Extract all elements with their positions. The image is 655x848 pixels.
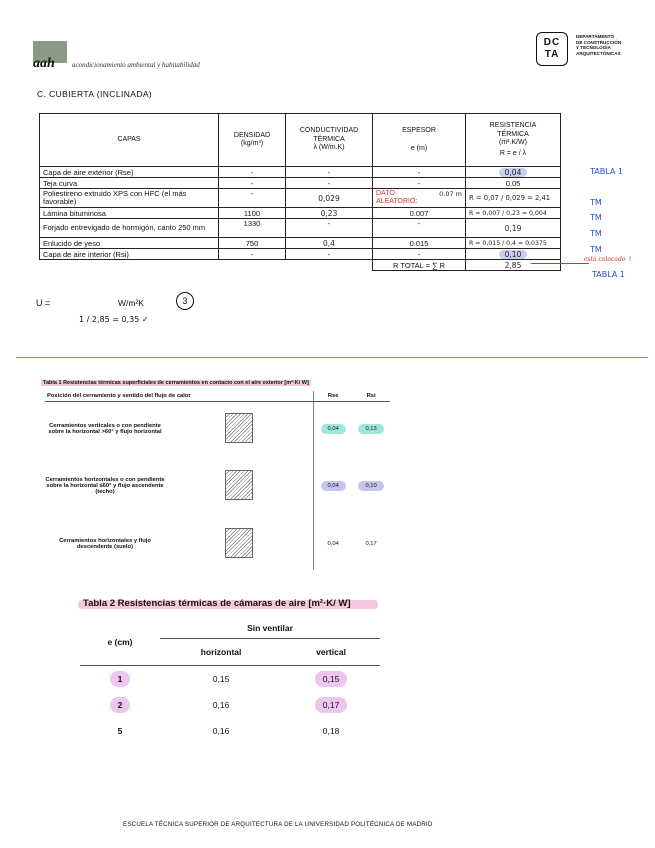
vertical-cell — [282, 692, 380, 718]
wall-horizontal-down-icon — [225, 528, 253, 558]
table-row — [80, 718, 380, 744]
resistencia-value: 0,04 — [499, 168, 528, 177]
empty-cell — [286, 260, 373, 271]
rse-cell — [314, 455, 353, 517]
note-colocado: está colocado ↑ — [584, 256, 633, 263]
densidad-cell: 1100 — [219, 208, 286, 219]
resistencia-formula: R = e / λ — [499, 149, 527, 157]
capa-name: Poliestireno extruido XPS con HFC (el más favorable) — [40, 189, 219, 208]
densidad-cell: 1330 — [219, 219, 286, 238]
e-cell: 5 — [117, 726, 123, 736]
densidad-cell: 750 — [219, 238, 286, 249]
rsi-cell — [352, 402, 390, 456]
rse-cell: 0,04 — [314, 517, 353, 570]
note-tm: TM — [590, 213, 602, 222]
dept-line: Y TECNOLOGÍA — [576, 45, 611, 51]
conductividad-label2: TÉRMICA — [313, 135, 345, 143]
row-label: Cerramientos verticales o con pendiente sobre la horizontal >60° y flujo horizontal — [48, 422, 162, 435]
table-row — [40, 167, 561, 178]
total-row — [40, 260, 561, 271]
densidad-unit: (kg/m³) — [240, 140, 264, 147]
u-unit: W/m²K — [118, 298, 144, 308]
red-arrow-line — [531, 263, 589, 264]
horizontal-cell: 0,16 — [212, 700, 230, 710]
empty-cell — [40, 260, 219, 271]
table-row — [40, 219, 561, 238]
vertical-value: 0,17 — [315, 697, 348, 713]
empty-cell — [219, 260, 286, 271]
conductividad-label: CONDUCTIVIDAD — [299, 127, 359, 135]
diagram-cell — [165, 402, 314, 456]
densidad-label: DENSIDAD — [233, 131, 271, 139]
note-tm: TM — [590, 229, 602, 238]
tabla2-header — [80, 618, 380, 639]
resistencia-cell: R = 0,07 / 0,029 = 2,41 — [466, 189, 561, 208]
e-cell — [80, 666, 160, 693]
table-row — [80, 692, 380, 718]
e-cell — [80, 692, 160, 718]
rsi-cell — [352, 455, 390, 517]
col-resistencia — [466, 114, 561, 167]
u-fraction: 1 / 2,85 = 0,35 ✓ — [79, 315, 149, 324]
rse-value: 0,04 — [321, 481, 346, 491]
capa-name: Lámina bituminosa — [40, 208, 219, 219]
col-e: e (cm) — [80, 618, 160, 666]
dcta-line2: TA — [544, 49, 560, 60]
col-densidad — [219, 114, 286, 167]
col-horizontal: horizontal — [160, 639, 282, 666]
conductividad-cell: 0,029 — [286, 189, 373, 208]
rse-value: 0,04 — [321, 424, 346, 434]
dept-line: DEPARTAMENTO — [576, 34, 615, 39]
densidad-cell: - — [219, 249, 286, 260]
col-espesor — [373, 114, 466, 167]
conductividad-cell: - — [286, 219, 373, 238]
capa-name: Capa de aire interior (Rsi) — [40, 249, 219, 260]
espesor-cell: - — [373, 219, 466, 238]
espesor-cell: - — [373, 178, 466, 189]
note-tm: TM — [590, 198, 602, 207]
tabla1-title: Tabla 1 Resistencias térmicas superficiales de cerramientos en contacto con el aire exterior [m²·K/ W] — [43, 380, 309, 386]
espesor-unit: e (m) — [410, 145, 428, 152]
espesor-handwritten: 0.07 m — [439, 190, 462, 198]
row-label: Cerramientos horizontales o con pendiente sobre la horizontal ≤60° y flujo ascendente (techo) — [45, 477, 165, 495]
resistencia-value: 0,10 — [499, 250, 528, 259]
horizontal-cell: 0,16 — [212, 726, 230, 736]
col-rse: Rse — [314, 391, 353, 402]
resistencia-cell: 0,19 — [466, 219, 561, 238]
table-row — [45, 517, 390, 570]
table-row — [80, 666, 380, 693]
horizontal-cell: 0,15 — [212, 674, 230, 684]
espesor-cell: - — [373, 249, 466, 260]
vertical-value: 0,15 — [315, 671, 348, 687]
header-row — [40, 114, 561, 167]
conductividad-cell: 0,23 — [286, 208, 373, 219]
layers-table — [39, 113, 561, 271]
table-row — [45, 402, 390, 456]
department-name — [576, 34, 636, 56]
espesor-label: ESPESOR — [402, 126, 436, 134]
capa-name: Enlucido de yeso — [40, 238, 219, 249]
table-row — [45, 455, 390, 517]
table-row — [40, 189, 561, 208]
table-row — [40, 208, 561, 219]
tabla1 — [45, 391, 390, 570]
section-title: C. CUBIERTA (INCLINADA) — [37, 89, 153, 99]
col-vertical: vertical — [282, 639, 380, 666]
separator-line — [16, 357, 648, 358]
note-tabla1: TABLA 1 — [590, 167, 623, 176]
rsi-value: 0,13 — [358, 424, 383, 434]
conductividad-cell: - — [286, 249, 373, 260]
tabla1-header — [45, 391, 390, 402]
rsi-cell: 0,17 — [365, 540, 377, 547]
note-tabla1-total: TABLA 1 — [592, 270, 625, 279]
espesor-cell: 0.007 — [373, 208, 466, 219]
u-label: U = — [36, 298, 51, 308]
capa-name: Teja curva — [40, 178, 219, 189]
resistencia-cell: R = 0,015 / 0,4 = 0,0375 — [466, 238, 561, 249]
espesor-cell — [373, 189, 466, 208]
resistencia-label2: TÉRMICA — [497, 130, 529, 138]
footer: ESCUELA TÉCNICA SUPERIOR DE ARQUITECTURA DE LA UNIVERSIDAD POLITÉCNICA DE MADRID — [123, 821, 433, 828]
rsi-value: 0,10 — [358, 481, 383, 491]
table-row — [40, 238, 561, 249]
conductividad-cell: - — [286, 178, 373, 189]
resistencia-unit: (m².K/W) — [499, 139, 527, 146]
dato-aleatorio-label: DATO ALEATORIO: — [376, 190, 418, 205]
vertical-cell — [282, 666, 380, 693]
resistencia-cell — [466, 249, 561, 260]
wall-horizontal-up-icon — [225, 470, 253, 500]
dcta-line1: DC — [543, 37, 561, 48]
espesor-cell: - — [373, 167, 466, 178]
densidad-cell: - — [219, 178, 286, 189]
logo-tagline: acondicionamiento ambiental y habitabilidad — [72, 61, 200, 69]
tabla2-title: Tabla 2 Resistencias térmicas de cámaras de aire [m²·K/ W] — [83, 598, 351, 609]
rse-cell — [314, 402, 353, 456]
densidad-cell: - — [219, 167, 286, 178]
col-conductividad — [286, 114, 373, 167]
col-capas: CAPAS — [40, 114, 219, 167]
diagram-cell — [165, 517, 314, 570]
resistencia-label: RESISTENCIA — [489, 122, 537, 129]
col-rsi: Rsi — [352, 391, 390, 402]
conductividad-cell: 0,4 — [286, 238, 373, 249]
wall-vertical-icon — [225, 413, 253, 443]
dept-line: DE CONSTRUCCIÓN — [576, 39, 622, 45]
capa-name: Forjado entrevigado de hormigón, canto 250 mm — [40, 219, 219, 238]
logo-word: aah — [33, 56, 55, 71]
espesor-cell: 0.015 — [373, 238, 466, 249]
total-value: 2,85 — [466, 260, 561, 271]
table-row — [40, 249, 561, 260]
col-position: Posición del cerramiento y sentido del flujo de calor — [45, 391, 314, 402]
table-row — [40, 178, 561, 189]
conductividad-unit: λ (W/m.K) — [313, 144, 345, 152]
vertical-cell: 0,18 — [322, 726, 340, 736]
resistencia-cell — [466, 167, 561, 178]
total-label: R TOTAL = ∑ R — [373, 260, 466, 271]
resistencia-cell: 0.05 — [466, 178, 561, 189]
dcta-logo — [536, 32, 568, 66]
conductividad-cell: - — [286, 167, 373, 178]
row-label: Cerramientos horizontales y flujo descendente (suelo) — [59, 537, 151, 550]
note-tm: TM — [590, 245, 602, 254]
e-value: 1 — [110, 671, 131, 687]
e-value: 2 — [110, 697, 131, 713]
diagram-cell — [165, 455, 314, 517]
col-sin-ventilar: Sin ventilar — [160, 618, 380, 639]
capa-name: Capa de aire exterior (Rse) — [40, 167, 219, 178]
dept-line: ARQUITECTÓNICAS — [576, 50, 621, 56]
resistencia-cell: R = 0,007 / 0,23 = 0,004 — [466, 208, 561, 219]
tabla2 — [80, 618, 380, 744]
densidad-cell: - — [219, 189, 286, 208]
circled-number: 3 — [176, 292, 194, 310]
